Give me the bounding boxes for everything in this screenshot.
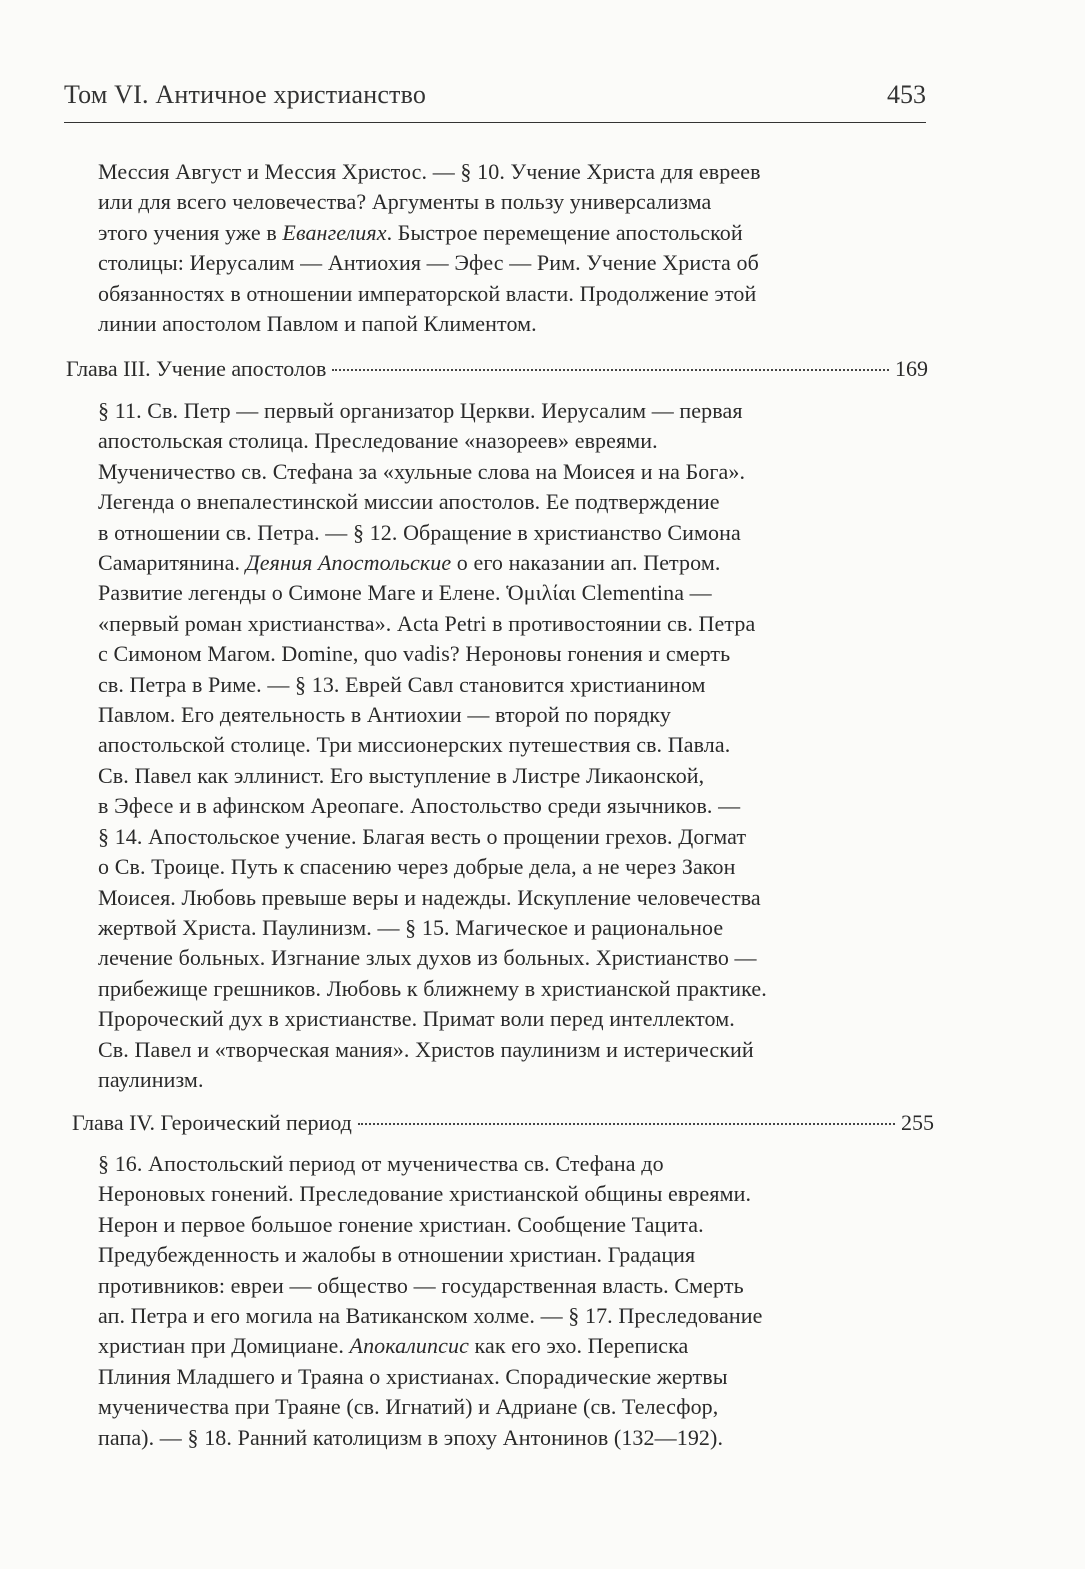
text-line: или для всего человечества? Аргументы в пользу универсализма <box>98 189 712 215</box>
text-line: лечение больных. Изгнание злых духов из больных. Христианство — <box>98 945 757 971</box>
text-line: противников: евреи — общество — государственная власть. Смерть <box>98 1272 744 1298</box>
text-line: § 11. Св. Петр — первый организатор Церкви. Иерусалим — первая <box>98 398 743 423</box>
text-line <box>98 1331 928 1361</box>
text-segment: Самаритянина. <box>98 550 246 576</box>
text-segment: как его эхо. Переписка <box>468 1333 689 1359</box>
text-line: с Симоном Магом. Domine, quo vadis? Нероновы гонения и смерть <box>98 641 731 667</box>
text-line: Предубежденность и жалобы в отношении христиан. Градация <box>98 1242 696 1268</box>
text-segment: этого учения уже в <box>98 219 283 245</box>
text-line: мученичества при Траяне (св. Игнатий) и Адриане (св. Телесфор, <box>98 1394 719 1420</box>
text-line: в отношении св. Петра. — § 12. Обращение в христианство Симона <box>98 519 741 545</box>
text-line: Нерон и первое большое гонение христиан. Сообщение Тацита. <box>98 1211 704 1237</box>
running-header <box>64 78 926 123</box>
text-line: Св. Павел и «творческая мания». Христов паулинизм и истерический <box>98 1036 754 1062</box>
text-line: Св. Павел как эллинист. Его выступление в Листре Ликаонской, <box>98 762 705 788</box>
text-line: Мессия Август и Мессия Христос. — § 10. Учение Христа для евреев <box>98 159 761 184</box>
running-title: Том VI. Античное христианство <box>64 80 427 109</box>
italic-title: Апокалипсис <box>349 1333 469 1359</box>
text-segment: христиан при Домициане. <box>98 1333 350 1359</box>
text-line <box>98 218 928 248</box>
text-line: Легенда о внепалестинской миссии апостолов. Ее подтверждение <box>98 489 720 515</box>
text-line: папа). — § 18. Ранний католицизм в эпоху Антонинов (132—192). <box>98 1424 724 1450</box>
text-line: жертвой Христа. Паулинизм. — § 15. Магическое и рациональное <box>98 914 724 940</box>
text-line <box>98 548 928 578</box>
text-line: Пророческий дух в христианстве. Примат воли перед интеллектом. <box>98 1006 735 1032</box>
toc-entry-chapter-3[interactable] <box>66 356 928 382</box>
chapter-title: Глава IV. Героический период <box>72 1110 352 1135</box>
text-line: в Эфесе и в афинском Ареопаге. Апостольство среди язычников. — <box>98 793 741 819</box>
dot-leader <box>358 1123 895 1125</box>
text-line: о Св. Троице. Путь к спасению через добрые дела, а не через Закон <box>98 854 736 880</box>
italic-title: Деяния Апостольские <box>245 550 452 576</box>
chapter-page-number: 169 <box>895 356 928 381</box>
text-line: Мученичество св. Стефана за «хульные слова на Моисея и на Бога». <box>98 458 746 484</box>
text-segment: о его наказании ап. Петром. <box>451 550 721 576</box>
text-line: прибежище грешников. Любовь к ближнему в христианской практике. <box>98 975 767 1001</box>
text-line: Моисея. Любовь превыше веры и надежды. Искупление человечества <box>98 884 761 910</box>
text-segment: . Быстрое перемещение апостольской <box>386 219 743 245</box>
dot-leader <box>332 369 889 371</box>
text-line: Развитие легенды о Симоне Маге и Елене. Ὁμιλίαι Clementina — <box>98 580 712 606</box>
text-line: ап. Петра и его могила на Ватиканском холме. — § 17. Преследование <box>98 1303 763 1329</box>
page-number: 453 <box>887 80 926 109</box>
text-line: столицы: Иерусалим — Антиохия — Эфес — Рим. Учение Христа об <box>98 250 759 276</box>
intro-paragraph <box>98 157 928 339</box>
text-line: паулинизм. <box>98 1066 204 1092</box>
text-line: § 16. Апостольский период от мученичества св. Стефана до <box>98 1151 664 1176</box>
text-line: линии апостолом Павлом и папой Климентом. <box>98 311 537 337</box>
text-line: Плиния Младшего и Траяна о христианах. Спорадические жертвы <box>98 1363 728 1389</box>
text-line: Павлом. Его деятельность в Антиохии — второй по порядку <box>98 702 671 728</box>
text-line: Нероновых гонений. Преследование христианской общины евреями. <box>98 1181 752 1207</box>
text-line: св. Петра в Риме. — § 13. Еврей Савл становится христианином <box>98 671 706 697</box>
italic-title: Евангелиях <box>282 219 387 245</box>
text-line: «первый роман христианства». Acta Petri в противостоянии св. Петра <box>98 610 756 636</box>
chapter-title: Глава III. Учение апостолов <box>66 356 327 381</box>
text-line: апостольская столица. Преследование «назореев» евреями. <box>98 428 658 454</box>
chapter-4-summary <box>98 1149 928 1453</box>
chapter-page-number: 255 <box>901 1110 934 1135</box>
chapter-3-summary <box>98 396 928 1095</box>
toc-entry-chapter-4[interactable] <box>72 1110 934 1136</box>
text-line: апостольской столице. Три миссионерских путешествия св. Павла. <box>98 732 731 758</box>
text-line: § 14. Апостольское учение. Благая весть о прощении грехов. Догмат <box>98 823 747 849</box>
text-line: обязанностях в отношении императорской власти. Продолжение этой <box>98 280 757 306</box>
